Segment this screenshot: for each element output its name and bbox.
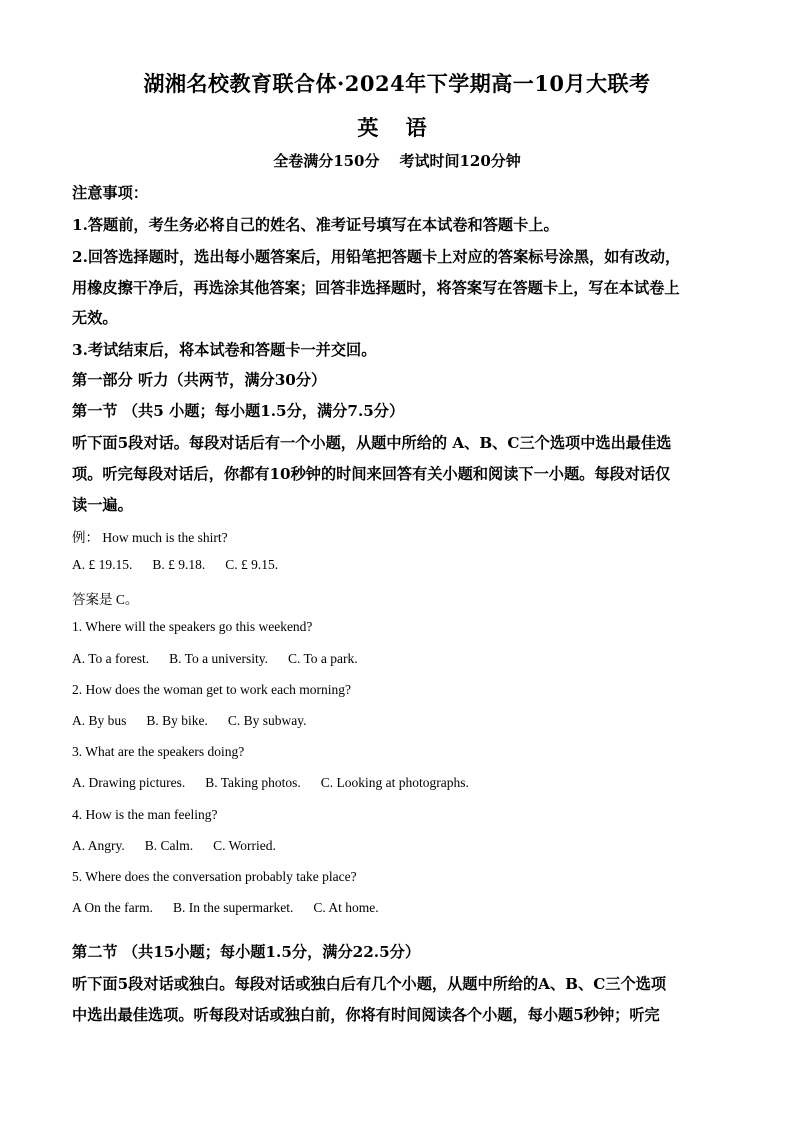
option-a: A On the farm. (72, 900, 153, 915)
exam-info (0, 150, 794, 171)
option-b: B. Taking photos. (205, 775, 301, 790)
question-4: 4. How is the man feeling? (72, 807, 218, 822)
question-2: 2. How does the woman get to work each morning? (72, 682, 351, 697)
question-5-options (72, 900, 722, 916)
option-b: B. In the supermarket. (172, 900, 294, 915)
option-b: B. By bike. (146, 713, 208, 728)
example-option-a: A. £ 19.15. (72, 557, 133, 572)
section1-heading: 第一节 （共5 小题；每小题1.5分，满分7.5分） (72, 402, 405, 420)
section1-instructions-line-2: 项。听完每段对话后，你都有10秒钟的时间来回答有关小题和阅读下一小题。每段对话仅 (72, 465, 671, 483)
question-3-options (72, 775, 722, 791)
option-c: C. Looking at photographs. (320, 775, 469, 790)
option-c: C. By subway. (227, 713, 307, 728)
example-question: 例： How much is the shirt? (72, 530, 228, 545)
notice-heading: 注意事项： (72, 184, 148, 202)
question-1: 1. Where will the speakers go this weekend? (72, 619, 313, 634)
question-5: 5. Where does the conversation probably take place? (72, 869, 357, 884)
question-1-options (72, 651, 722, 667)
section2-instructions-line-1: 听下面5段对话或独白。每段对话或独白后有几个小题，从题中所给的A、B、C三个选项 (72, 975, 667, 993)
option-b: B. To a university. (169, 651, 268, 666)
example-option-c: C. £ 9.15. (225, 557, 279, 572)
notice-item-1: 1.答题前，考生务必将自己的姓名、准考证号填写在本试卷和答题卡上。 (72, 216, 559, 234)
example-option-b: B. £ 9.18. (152, 557, 206, 572)
option-a: A. Drawing pictures. (72, 775, 186, 790)
option-a: A. By bus (72, 713, 127, 728)
exam-title: 湖湘名校教育联合体·2024年下学期高一10月大联考 (143, 71, 651, 96)
option-c: C. To a park. (287, 651, 358, 666)
exam-duration: 考试时间120分钟 (399, 152, 521, 170)
question-3: 3. What are the speakers doing? (72, 744, 245, 759)
example-answer: 答案是 C。 (72, 592, 139, 607)
example-options (72, 557, 722, 573)
notice-item-2-line-1: 2.回答选择题时，选出每小题答案后，用铅笔把答题卡上对应的答案标号涂黑，如有改动， (72, 248, 681, 266)
total-score: 全卷满分150分 (273, 152, 380, 170)
subject-title: 英 语 (357, 115, 437, 140)
question-2-options (72, 713, 722, 729)
notice-item-2-line-2: 用橡皮擦干净后，再选涂其他答案；回答非选择题时，将答案写在答题卡上，写在本试卷上 (72, 279, 680, 297)
option-a: A. To a forest. (72, 651, 150, 666)
option-c: C. Worried. (213, 838, 276, 853)
section1-instructions-line-1: 听下面5段对话。每段对话后有一个小题，从题中所给的 A、B、C三个选项中选出最佳选 (72, 434, 672, 452)
section1-instructions-line-3: 读一遍。 (72, 496, 133, 514)
part1-heading: 第一部分 听力（共两节，满分30分） (72, 371, 327, 389)
section2-heading: 第二节 （共15小题；每小题1.5分，满分22.5分） (72, 943, 421, 961)
notice-item-3: 3.考试结束后，将本试卷和答题卡一并交回。 (72, 341, 377, 359)
option-c: C. At home. (313, 900, 379, 915)
option-a: A. Angry. (72, 838, 125, 853)
notice-item-2-line-3: 无效。 (72, 309, 118, 327)
question-4-options (72, 838, 722, 854)
option-b: B. Calm. (144, 838, 194, 853)
section2-instructions-line-2: 中选出最佳选项。听每段对话或独白前，你将有时间阅读各个小题，每小题5秒钟；听完 (72, 1006, 660, 1024)
